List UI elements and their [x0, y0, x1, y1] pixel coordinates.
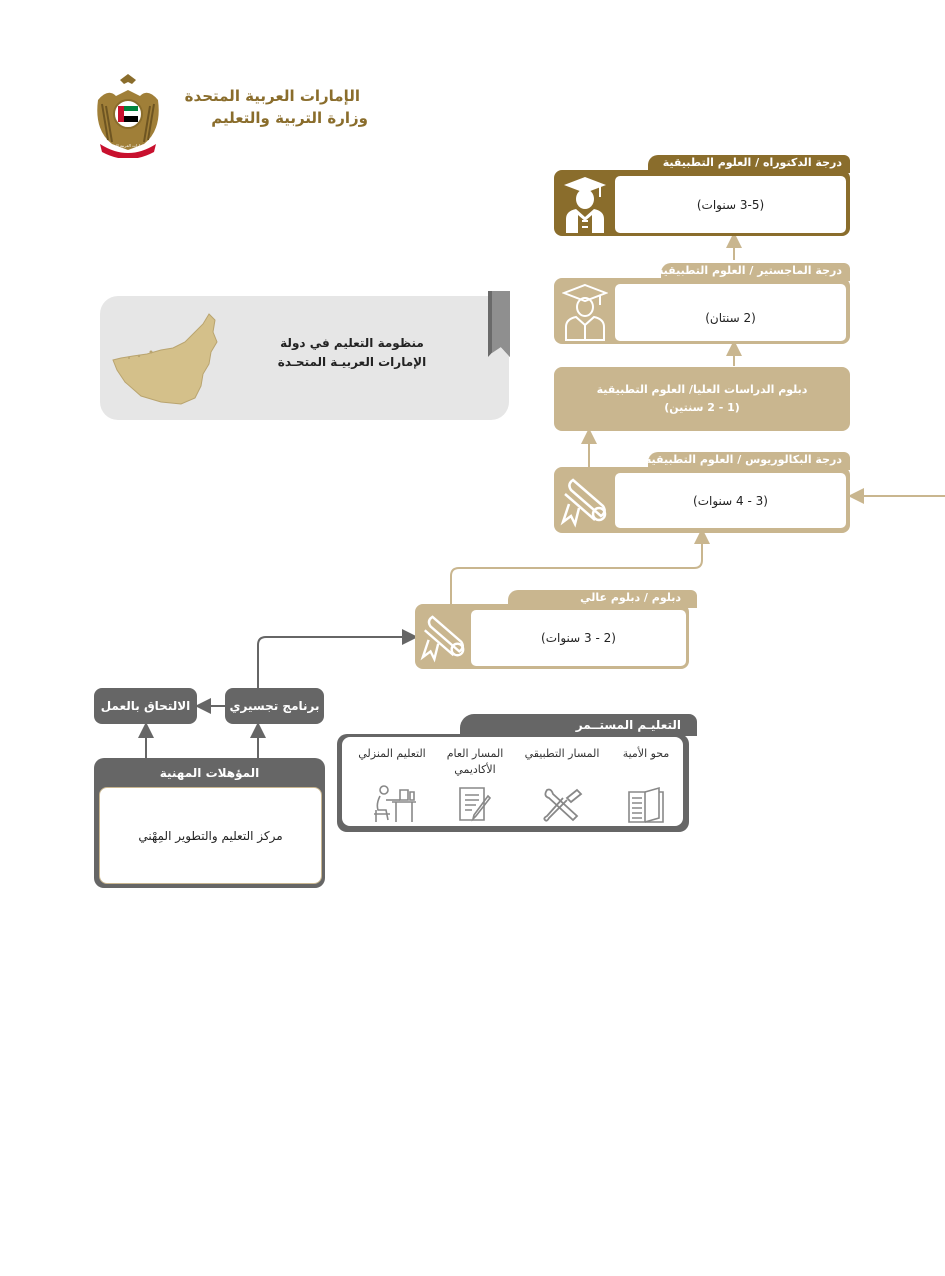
- doctorate-tab: [648, 155, 850, 173]
- masters-tab: [657, 263, 850, 281]
- masters-duration: (2 سنتان): [705, 310, 756, 325]
- doctorate-label: درجة الدكتوراه / العلوم التطبيقية: [662, 156, 842, 169]
- home-study-icon: [370, 784, 418, 828]
- graduate-icon: [562, 175, 608, 233]
- doctorate-duration-box: [614, 175, 847, 234]
- diploma-duration-box: [470, 609, 687, 667]
- diploma-icon-cell: [417, 609, 469, 665]
- vocational-center: مركز التعليم والتطوير المِهْني: [138, 828, 283, 843]
- continuing-education-tab: [460, 714, 697, 736]
- book-icon: [625, 786, 667, 828]
- diploma-scroll-icon: [559, 474, 609, 528]
- employment-label: الالتحاق بالعمل: [100, 699, 191, 713]
- bachelor-duration-box: [614, 472, 847, 529]
- country-name: الإمارات العربية المتحدة: [184, 87, 360, 105]
- ce-item-literacy: محو الأمية: [622, 747, 670, 760]
- document-pen-icon: [456, 786, 494, 828]
- ce-item-general-academic-track: المسار العام الأكاديمي: [446, 747, 504, 776]
- vocational-center-box: [99, 787, 322, 884]
- postgrad-diploma-line1: دبلوم الدراسات العليا/ العلوم التطبيقية: [596, 383, 808, 396]
- diploma-scroll-icon: [419, 611, 467, 663]
- doctorate-icon-cell: [558, 174, 612, 234]
- diploma-tab: [508, 590, 697, 608]
- postgrad-diploma-line2: (1 - 2 سنتين): [664, 401, 740, 414]
- diploma-duration: (2 - 3 سنوات): [541, 631, 616, 645]
- masters-label: درجة الماجستير / العلوم التطبيقية: [657, 264, 842, 277]
- doctorate-duration: (3-5 سنوات): [696, 197, 765, 212]
- emblem-caption: الإمارات العربية المتحدة: [106, 143, 146, 148]
- bachelor-icon-cell: [556, 472, 612, 530]
- continuing-education-title: التعليـم المستــمر: [575, 718, 681, 732]
- ministry-name: وزارة التربية والتعليم: [211, 109, 368, 127]
- bachelor-duration: (3 - 4 سنوات): [693, 493, 768, 508]
- masters-icon-cell: [558, 282, 612, 342]
- intro-title-line2: الإمارات العربيـة المتحـدة: [277, 355, 427, 369]
- bachelor-tab: [644, 452, 850, 470]
- masters-duration-box: [614, 283, 847, 342]
- vocational-label: المؤهلات المهنية: [159, 766, 260, 780]
- bridging-program-label: برنامج تجسيري: [229, 699, 320, 713]
- employment-pill: [94, 688, 197, 724]
- ce-item-home-schooling: التعليم المنزلي: [358, 747, 426, 760]
- graduate-icon: [562, 283, 608, 341]
- tools-icon: [541, 786, 583, 828]
- bachelor-label: درجة البكالوريوس / العلوم التطبيقية: [644, 453, 842, 466]
- diploma-label: دبلوم / دبلوم عالي: [580, 591, 681, 604]
- intro-title-line1: منظومة التعليم في دولة: [280, 336, 424, 350]
- bridging-program-pill: [225, 688, 324, 724]
- ce-item-applied-track: المسار التطبيقي: [524, 747, 600, 760]
- postgrad-diploma-box: [554, 367, 850, 431]
